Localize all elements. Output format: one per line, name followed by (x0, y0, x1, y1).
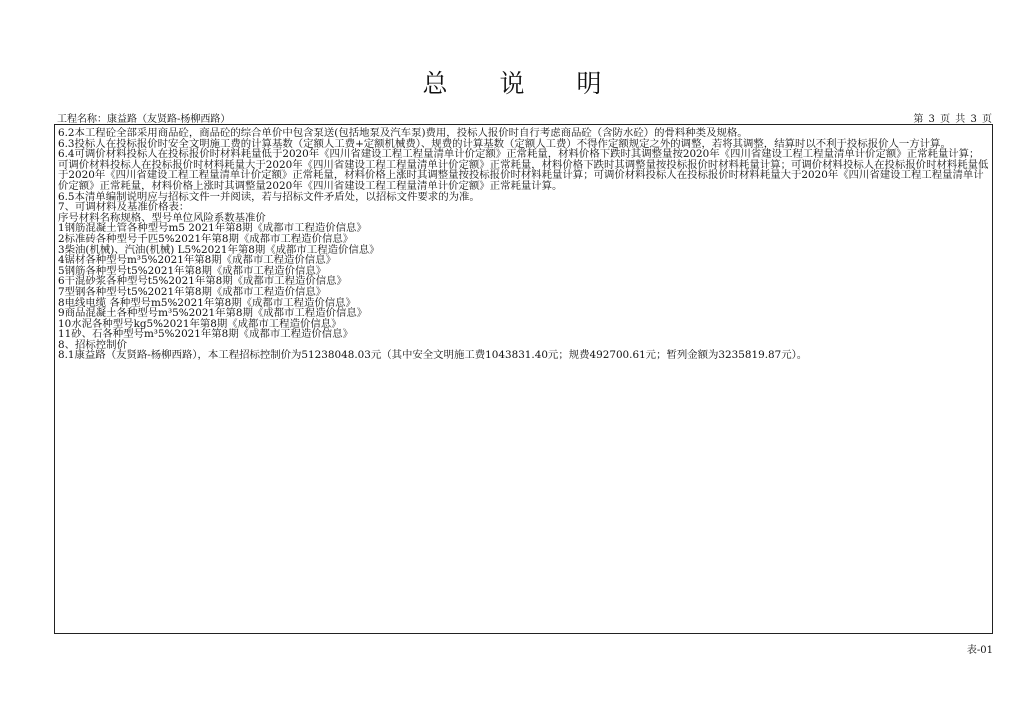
text-line: 7、可调材料及基准价格表： (58, 201, 190, 214)
text-line: 8.1康益路（友贤路-杨柳西路），本工程招标控制价为51238048.03元（其中安全文明施工费1043831.40元；规费492700.61元；暂列金额为3235819.87元）。 (58, 349, 808, 362)
text-line: 6.2本工程砼全部采用商品砼，商品砼的综合单价中包含泵送(包括地泵及汽车泵)费用，投标人报价时自行考虑商品砼（含防水砼）的骨料种类及规格。 (58, 127, 748, 139)
form-code: 表-01 (966, 645, 993, 656)
text-line: 7型钢各种型号t5%2021年第8期《成都市工程造价信息》 (58, 285, 327, 298)
content-body (58, 128, 989, 361)
text-line: 4锯材各种型号m³5%2021年第8期《成都市工程造价信息》 (58, 254, 336, 267)
text-line: 11砂、石各种型号m³5%2021年第8期《成都市工程造价信息》 (58, 328, 353, 341)
text-line: 3柴油(机械)、汽油(机械) L5%2021年第8期《成都市工程造价信息》 (58, 243, 380, 256)
page-title: 总 说 明 (422, 69, 624, 98)
text-line: 6.4可调价材料投标人在投标报价时材料耗量低于2020年《四川省建设工程工程量清单计价定额》正常耗量，材料价格下跌时其调整量按2020年《四川省建设工程工程量清单计价定额》正常耗量计算；可调价材料投标人在投标报价时材料耗量大于2020年《四川省建设工程工程量清单计价定额》正常耗量，材料价格下跌时其调整量按投标报价时材料耗量计算；可调价材料投标人在投标报价时材料耗量低于2020年《四川省建设工程工程量清单计价定额》正常耗量，材料价格上涨时其调整量按投标报价时材料耗量计算；可调价材料投标人在投标报价时材料耗量大于2020年《四川省建设工程工程量清单计价定额》正常耗量，材料价格上涨时其调整量2020年《四川省建设工程工程量清单计价定额》正常耗量计算。 (58, 148, 989, 192)
text-line: 5钢筋各种型号t5%2021年第8期《成都市工程造价信息》 (58, 264, 327, 277)
text-line: 1钢筋混凝土管各种型号m5 2021年第8期《成都市工程造价信息》 (58, 222, 367, 235)
text-line: 6.5本清单编制说明应与招标文件一并阅读，若与招标文件矛盾处，以招标文件要求的为准。 (58, 190, 480, 203)
text-line: 6干混砂浆各种型号t5%2021年第8期《成都市工程造价信息》 (58, 275, 347, 288)
text-line: 8电线电缆 各种型号m5%2021年第8期《成都市工程造价信息》 (58, 296, 356, 309)
text-line: 2标准砖各种型号千匹5%2021年第8期《成都市工程造价信息》 (58, 232, 354, 245)
text-line: 6.3投标人在投标报价时安全文明施工费的计算基数（定额人工费+定额机械费）、规费的计算基数（定额人工费）不得作定额规定之外的调整，若将其调整，结算时以不利于投标报价人一方计算。 (58, 137, 951, 150)
text-line: 10水泥各种型号kg5%2021年第8期《成都市工程造价信息》 (58, 317, 342, 330)
project-name: 工程名称：康益路（友贤路-杨柳西路） (57, 114, 231, 125)
text-line: 9商品混凝土各种型号m³5%2021年第8期《成都市工程造价信息》 (58, 307, 368, 320)
content-frame (54, 124, 993, 634)
text-line: 8、招标控制价 (58, 338, 127, 351)
page-info: 第 3 页 共 3 页 (913, 114, 993, 125)
text-line: 序号材料名称规格、型号单位风险系数基准价 (58, 211, 266, 224)
